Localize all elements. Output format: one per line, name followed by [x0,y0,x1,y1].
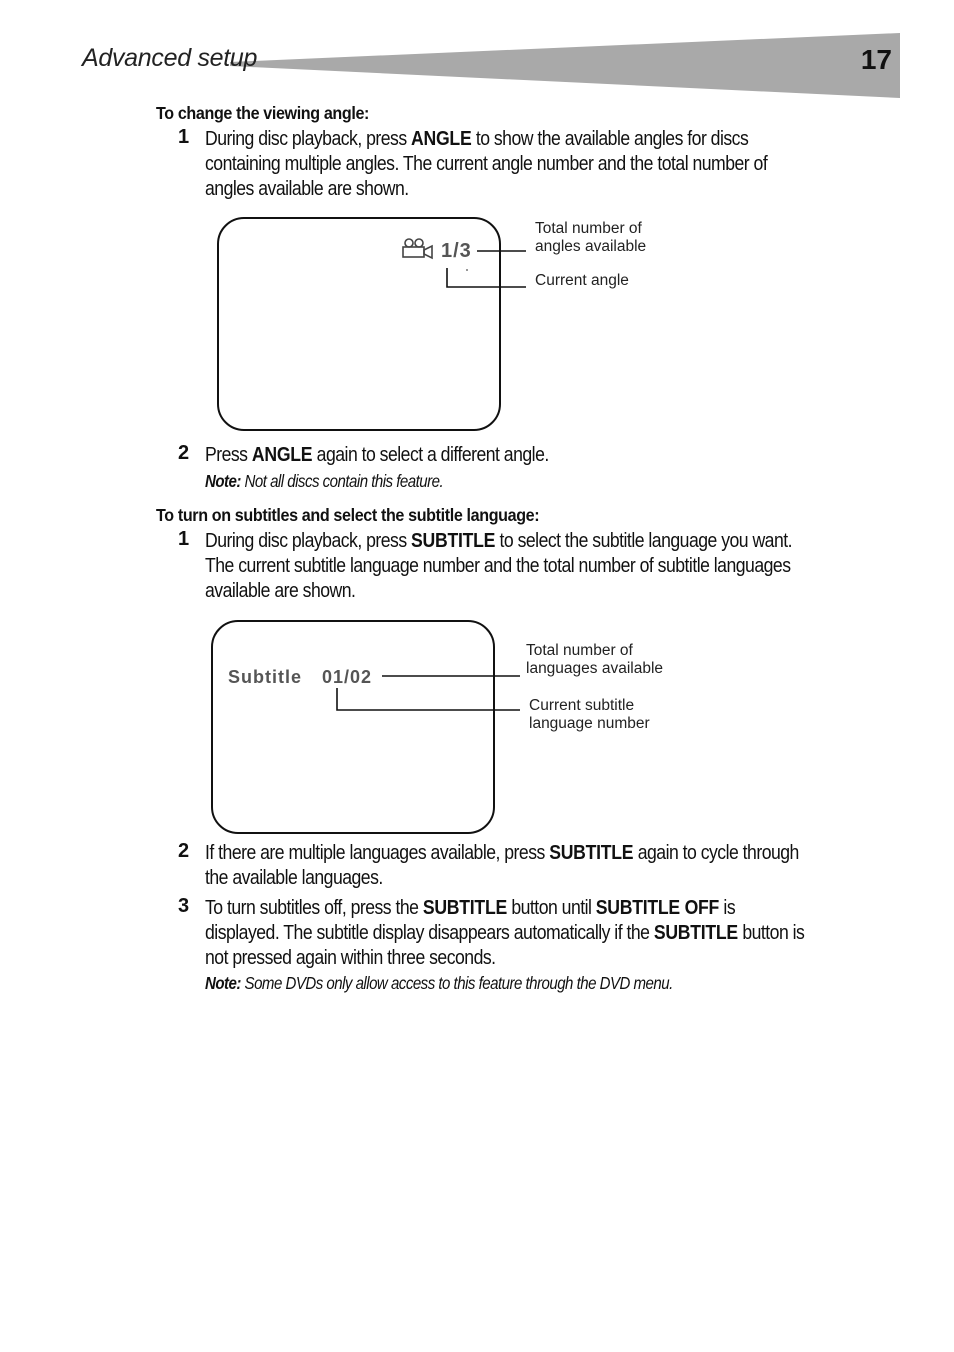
callout-current-language: Current subtitle language number [529,697,650,732]
step-number: 3 [178,895,190,917]
angle-key: ANGLE [251,443,313,466]
subtitle-step-2: If there are multiple languages available, press SUBTITLE again to cycle through the available languages. [205,841,799,889]
callout-total-languages: Total number of languages available [526,642,664,677]
callout-total-angles: Total number of angles available [535,220,647,255]
angle-step-1: During disc playback, press ANGLE to show the available angles for discs containing multiple angles. The current angle number and the total number of angles available are shown. [205,127,768,200]
subtitle-key: SUBTITLE [653,921,738,944]
angle-heading: To change the viewing angle: [156,103,370,123]
angle-osd-diagram [210,212,540,437]
step-number: 1 [178,126,190,148]
subtitle-step-1: During disc playback, press SUBTITLE to select the subtitle language you want. The current subtitle language number and the total number of subtitle languages available are shown. [205,529,793,602]
subtitle-note: Note: Some DVDs only allow access to this feature through the DVD menu. [205,973,673,993]
subtitle-heading: To turn on subtitles and select the subtitle language: [156,505,540,525]
angle-key: ANGLE [411,127,472,150]
subtitle-off-key: SUBTITLE OFF [595,896,720,919]
angle-note: Note: Not all discs contain this feature. [205,471,444,491]
step-number: 2 [178,840,190,862]
subtitle-key: SUBTITLE [422,896,507,919]
page-number: 17 [860,44,892,75]
subtitle-key: SUBTITLE [411,529,496,552]
subtitle-osd-label: Subtitle [228,667,302,687]
angle-step-2: Press ANGLE again to select a different angle. [205,443,549,466]
subtitle-osd-readout: 01/02 [322,667,373,687]
step-number: 2 [178,442,190,464]
section-title: Advanced setup [82,44,258,72]
subtitle-key: SUBTITLE [549,841,634,864]
subtitle-step-3: To turn subtitles off, press the SUBTITLE button until SUBTITLE OFF is displayed. The subtitle display disappears automatically if the SUBTITLE button is not pressed again within three seconds. [205,896,805,969]
video-camera-icon [403,239,432,258]
step-number: 1 [178,528,190,550]
subtitle-osd-diagram [205,614,535,839]
current-angle-readout: 1/3 [441,240,472,262]
callout-current-angle: Current angle [535,272,629,289]
